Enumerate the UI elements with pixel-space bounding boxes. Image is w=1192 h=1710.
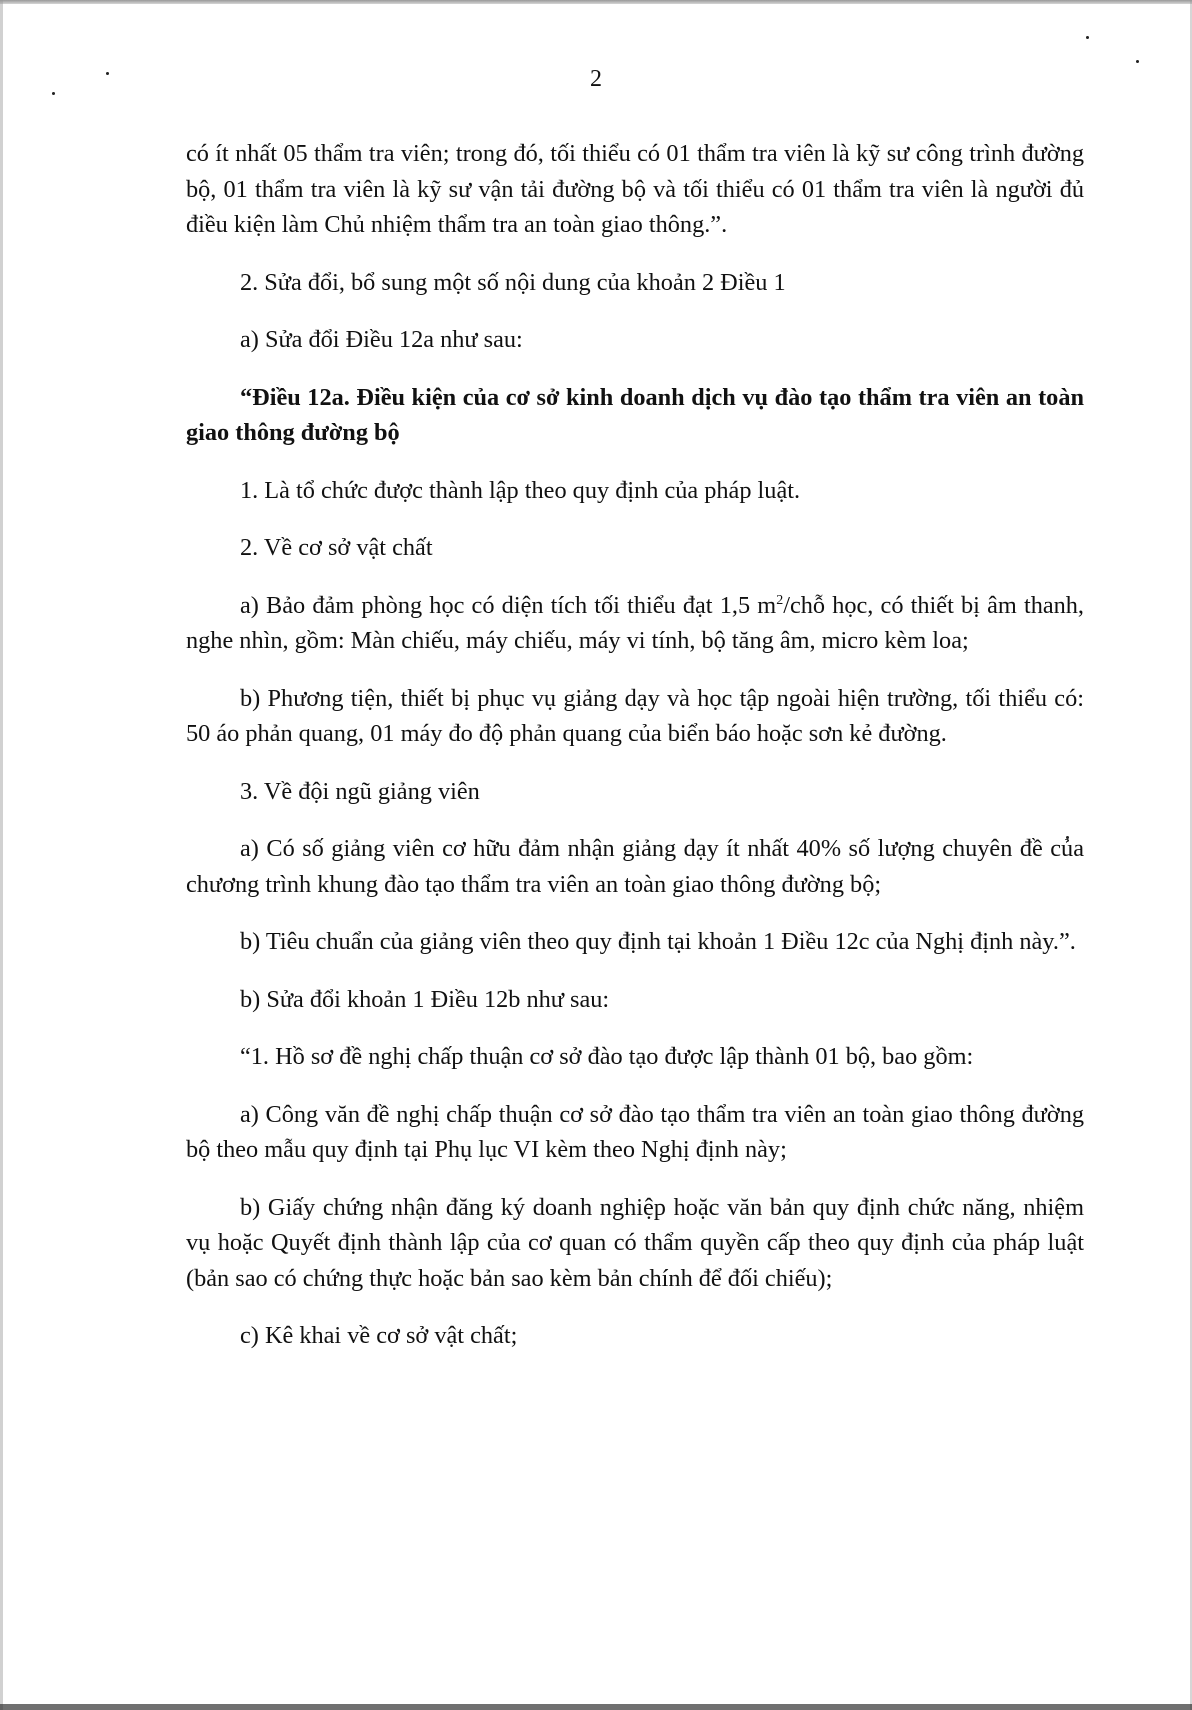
paragraph-clause-1: 1. Là tổ chức được thành lập theo quy định của pháp luật. (240, 476, 801, 504)
page-number: 2 (590, 66, 602, 92)
paragraph-clause-3b: b) Tiêu chuẩn của giảng viên theo quy định tại khoản 1 Điều 12c của Nghị định này.”. (240, 928, 1076, 955)
scan-speck (1086, 36, 1089, 39)
superscript: 2 (776, 592, 784, 608)
scan-speck (1136, 60, 1139, 63)
scan-edge-left (0, 0, 3, 1710)
paragraph-clause-3a: a) Có số giảng viên cơ hữu đảm nhận giảng dạy ít nhất 40% số lượng chuyên đề của chương trình khung đào tạo thẩm tra viên an toàn giao thông đường bộ; (186, 835, 1084, 898)
scan-edge-bottom (0, 1704, 1192, 1710)
paragraph-12b-c: c) Kê khai về cơ sở vật chất; (240, 1322, 518, 1349)
article-heading-12a: “Điều 12a. Điều kiện của cơ sở kinh doanh dịch vụ đào tạo thẩm tra viên an toàn giao thông đường bộ (186, 383, 1084, 446)
text-segment: /chỗ học, có thiết bị âm thanh, nghe nhìn, gồm: Màn chiếu, máy chiếu, máy vi tính, bộ tăng âm, micro kèm loa; (186, 591, 1084, 654)
scan-edge-top (0, 0, 1192, 4)
paragraph-12b-b: b) Giấy chứng nhận đăng ký doanh nghiệp hoặc văn bản quy định chức năng, nhiệm vụ hoặc Quyết định thành lập của cơ quan có thẩm quyền cấp theo quy định của pháp luật (bản sao có chứng thực hoặc bản sao kèm bản chính để đối chiếu); (186, 1193, 1084, 1292)
paragraph-clause-2a (186, 588, 1084, 659)
paragraph-clause-2b: b) Phương tiện, thiết bị phục vụ giảng dạy và học tập ngoài hiện trường, tối thiểu có: 50 áo phản quang, 01 máy đo độ phản quang của biển báo hoặc sơn kẻ đường. (186, 684, 1084, 747)
paragraph-12b-clause-1: “1. Hồ sơ đề nghị chấp thuận cơ sở đào tạo được lập thành 01 bộ, bao gồm: (240, 1043, 974, 1070)
paragraph-item-b: b) Sửa đổi khoản 1 Điều 12b như sau: (240, 985, 610, 1013)
text-segment: a) Bảo đảm phòng học có diện tích tối thiểu đạt 1,5 m (240, 591, 777, 619)
paragraph-12b-a: a) Công văn đề nghị chấp thuận cơ sở đào tạo thẩm tra viên an toàn giao thông đường bộ theo mẫu quy định tại Phụ lục VI kèm theo Nghị định này; (186, 1100, 1084, 1163)
paragraph-clause-2: 2. Về cơ sở vật chất (240, 534, 433, 561)
paragraph-clause-3: 3. Về đội ngũ giảng viên (240, 777, 480, 805)
document-body (186, 136, 1084, 1376)
paragraph-continuation: có ít nhất 05 thẩm tra viên; trong đó, tối thiểu có 01 thẩm tra viên là kỹ sư công trình đường bộ, 01 thẩm tra viên là kỹ sư vận tải đường bộ và tối thiểu có 01 thẩm tra viên là người đủ điều kiện làm Chủ nhiệm thẩm tra an toàn giao thông.”. (186, 140, 1084, 238)
paragraph-item-a: a) Sửa đổi Điều 12a như sau: (240, 326, 523, 353)
paragraph-section-2: 2. Sửa đổi, bổ sung một số nội dung của khoản 2 Điều 1 (240, 268, 786, 296)
